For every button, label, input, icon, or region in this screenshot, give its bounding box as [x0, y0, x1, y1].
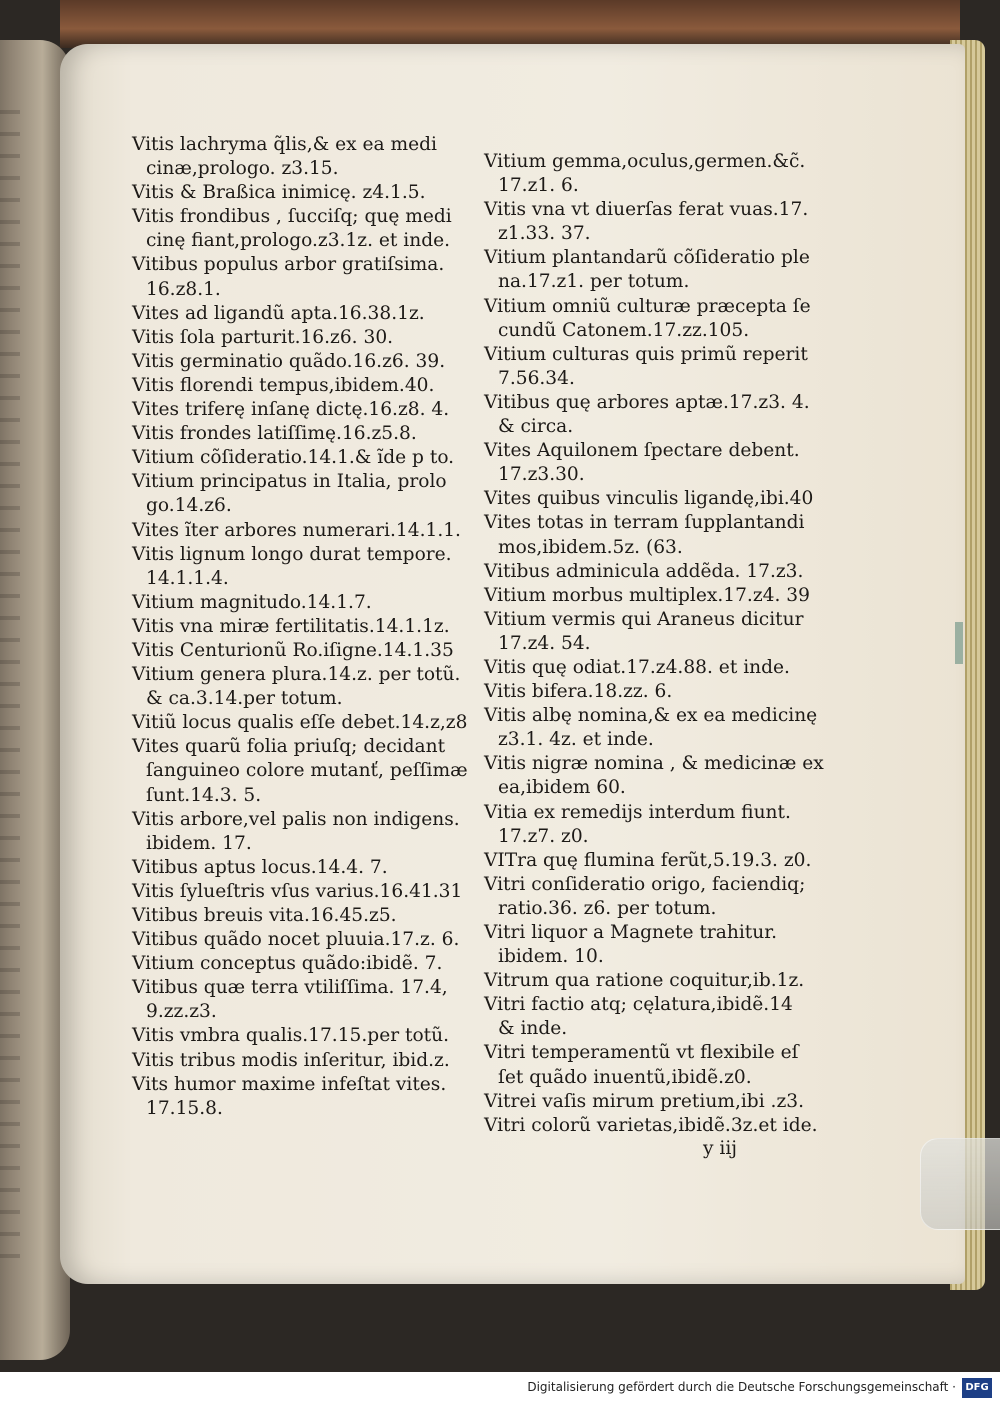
index-entry-line: na.17.z1. per totum.: [498, 271, 690, 293]
left-page-text-fragment: [0, 110, 20, 1260]
index-entry-line: Vitis albę nomina,& ex ea medicinę: [484, 705, 818, 727]
index-entry-line: Vitis frondibus , ſucciſq; quę medi: [132, 206, 452, 228]
index-entry-line: Vitri factio atq; cęlatura,ibidẽ.14: [484, 994, 793, 1016]
index-column-right: [484, 150, 824, 1138]
index-entry-line: ibidem. 10.: [498, 946, 604, 968]
index-entry-line: ſet quãdo inuentũ,ibidẽ.z0.: [498, 1066, 752, 1088]
book-cover-top: [60, 0, 960, 48]
index-entry-line: & inde.: [498, 1018, 568, 1040]
index-entry-line: Vitibus adminicula addẽda. 17.z3.: [484, 560, 804, 582]
index-entry-line: Vites triferę inſanę dictę.16.z8. 4.: [132, 399, 450, 421]
index-entry-line: Vitis vmbra qualis.17.15.per totũ.: [132, 1025, 450, 1047]
index-entry-line: Vites Aquilonem ſpectare debent.: [484, 440, 800, 462]
index-entry-line: Vitibus quæ terra vtiliſſima. 17.4,: [132, 977, 448, 999]
index-entry-line: Vitri colorũ varietas,ibidẽ.3z.et ide.: [484, 1114, 818, 1136]
index-entry-line: Vites totas in terram ſupplantandi: [484, 512, 805, 534]
index-entry-line: 17.z3.30.: [498, 464, 585, 486]
index-entry-line: Vitis bifera.18.zz. 6.: [484, 681, 673, 703]
index-entry-line: Vitri conſideratio origo, faciendiq;: [484, 873, 806, 895]
index-entry-line: Vitium culturas quis primũ reperit: [484, 343, 808, 365]
index-entry-line: Vitis tribus modis inſeritur, ibid.z.: [132, 1049, 450, 1071]
index-entry-line: Vites quarũ folia priuſq; decidant: [132, 736, 446, 758]
index-entry-line: Vitis florendi tempus,ibidem.40.: [132, 374, 435, 396]
index-entry-line: ſanguineo colore mutanť, peſſimæ: [146, 760, 468, 782]
index-entry-line: go.14.z6.: [146, 495, 232, 517]
index-entry-line: Vitis vna miræ fertilitatis.14.1.1z.: [132, 615, 450, 637]
index-entry-line: 9.zz.z3.: [146, 1001, 217, 1023]
index-entry-line: Vitis lachryma q̃lis,& ex ea medi: [132, 134, 437, 155]
index-entry-line: Vitium magnitudo.14.1.7.: [132, 591, 372, 613]
index-entry-line: Vitia ex remedijs interdum fiunt.: [484, 801, 791, 823]
index-entry-line: 17.z1. 6.: [498, 175, 579, 197]
funding-credit: Digitalisierung gefördert durch die Deutsche Forschungsgemeinschaft ·: [527, 1380, 956, 1394]
index-entry-line: Vitrei vaſis mirum pretium,ibi .z3.: [484, 1090, 805, 1112]
index-entry-line: Vitis lignum longo durat tempore.: [132, 543, 452, 565]
index-entry-line: Vitium cõſideratio.14.1.& ĩde p to.: [132, 447, 455, 469]
index-entry-line: Vitibus breuis vita.16.45.z5.: [132, 905, 397, 926]
index-entry-line: 16.z8.1.: [146, 278, 221, 300]
index-entry-line: & ca.3.14.per totum.: [146, 688, 343, 710]
index-entry-line: cinæ,prologo. z3.15.: [146, 158, 339, 180]
index-entry-line: 17.15.8.: [146, 1097, 223, 1119]
page-clip: [920, 1138, 1000, 1230]
index-entry-line: Vites ad ligandũ apta.16.38.1z.: [132, 302, 425, 324]
index-entry-line: cundũ Catonem.17.zz.105.: [498, 319, 750, 341]
index-entry-line: Vitium genera plura.14.z. per totũ.: [132, 664, 461, 686]
index-entry-line: Vitium vermis qui Araneus dicitur: [484, 608, 804, 630]
index-entry-line: Vitis ſola parturit.16.z6. 30.: [132, 326, 394, 348]
index-entry-line: ratio.36. z6. per totum.: [498, 897, 717, 919]
index-entry-line: Vitibus quãdo nocet pluuia.17.z. 6.: [132, 929, 460, 951]
index-entry-line: Vitis germinatio quãdo.16.z6. 39.: [132, 350, 446, 372]
index-entry-line: 17.z7. z0.: [498, 825, 589, 847]
index-entry-line: Vitis frondes latiſſimę.16.z5.8.: [132, 423, 417, 445]
index-entry-line: Vitri temperamentũ vt flexibile eſ: [484, 1042, 799, 1064]
index-entry-line: & circa.: [498, 416, 574, 438]
index-entry-line: Vitium omniũ culturæ præcepta ſe: [484, 295, 811, 317]
index-entry-line: Vitis & Braßica inimicę. z4.1.5.: [132, 182, 426, 204]
index-entry-line: Vitis vna vt diuerſas ferat vuas.17.: [484, 199, 809, 221]
index-entry-line: z1.33. 37.: [498, 223, 591, 245]
index-entry-line: Vitium principatus in Italia, prolo: [132, 471, 447, 493]
index-entry-line: Vitiũ locus qualis eſſe debet.14.z,z8: [132, 712, 468, 734]
index-entry-line: 14.1.1.4.: [146, 567, 229, 589]
index-entry-line: ibidem. 17.: [146, 832, 252, 854]
signature-mark: y iij: [703, 1138, 738, 1159]
index-entry-line: Vitibus populus arbor gratiſsima.: [132, 254, 445, 276]
index-entry-line: ea,ibidem 60.: [498, 777, 626, 799]
index-entry-line: 17.z4. 54.: [498, 632, 591, 654]
index-entry-line: Vitis arbore,vel palis non indigens.: [132, 808, 460, 830]
index-entry-line: Vitium plantandarũ cõſideratio ple: [484, 247, 810, 269]
dfg-logo: DFG: [962, 1378, 992, 1398]
index-entry-line: Vitis ſylueſtris vſus varius.16.41.31: [132, 880, 463, 902]
index-entry-line: Vitis quę odiat.17.z4.88. et inde.: [484, 656, 790, 678]
index-entry-line: mos,ibidem.5z. (63.: [498, 536, 683, 558]
index-entry-line: z3.1. 4z. et inde.: [498, 729, 654, 751]
bookmark-tab: [955, 622, 963, 664]
footer-bar: [0, 1372, 1000, 1406]
index-entry-line: 7.56.34.: [498, 367, 575, 389]
index-entry-line: Vites ĩter arbores numerari.14.1.1.: [132, 519, 461, 541]
index-entry-line: VITra quę flumina ferũt,5.19.3. z0.: [484, 849, 812, 871]
index-entry-line: ſunt.14.3. 5.: [146, 784, 262, 806]
index-entry-line: Vitium gemma,oculus,germen.&c̃.: [484, 151, 806, 172]
index-entry-line: Vitis Centurionũ Ro.iſigne.14.1.35: [132, 639, 454, 661]
index-entry-line: Vitrum qua ratione coquitur,ib.1z.: [484, 970, 805, 992]
index-entry-line: Vitium morbus multiplex.17.z4. 39: [484, 584, 810, 606]
index-column-left: [132, 133, 467, 1121]
index-entry-line: Vitri liquor a Magnete trahitur.: [484, 922, 777, 943]
index-entry-line: Vites quibus vinculis ligandę,ibi.40: [484, 488, 814, 510]
index-entry-line: Vits humor maxime infeſtat vites.: [132, 1073, 447, 1095]
index-entry-line: Vitis nigræ nomina , & medicinæ ex: [484, 753, 824, 775]
index-entry-line: Vitium conceptus quãdo:ibidẽ. 7.: [132, 953, 443, 975]
index-entry-line: Vitibus quę arbores aptæ.17.z3. 4.: [484, 391, 810, 413]
index-entry-line: Vitibus aptus locus.14.4. 7.: [132, 856, 388, 878]
index-entry-line: cinę fiant,prologo.z3.1z. et inde.: [146, 230, 451, 252]
